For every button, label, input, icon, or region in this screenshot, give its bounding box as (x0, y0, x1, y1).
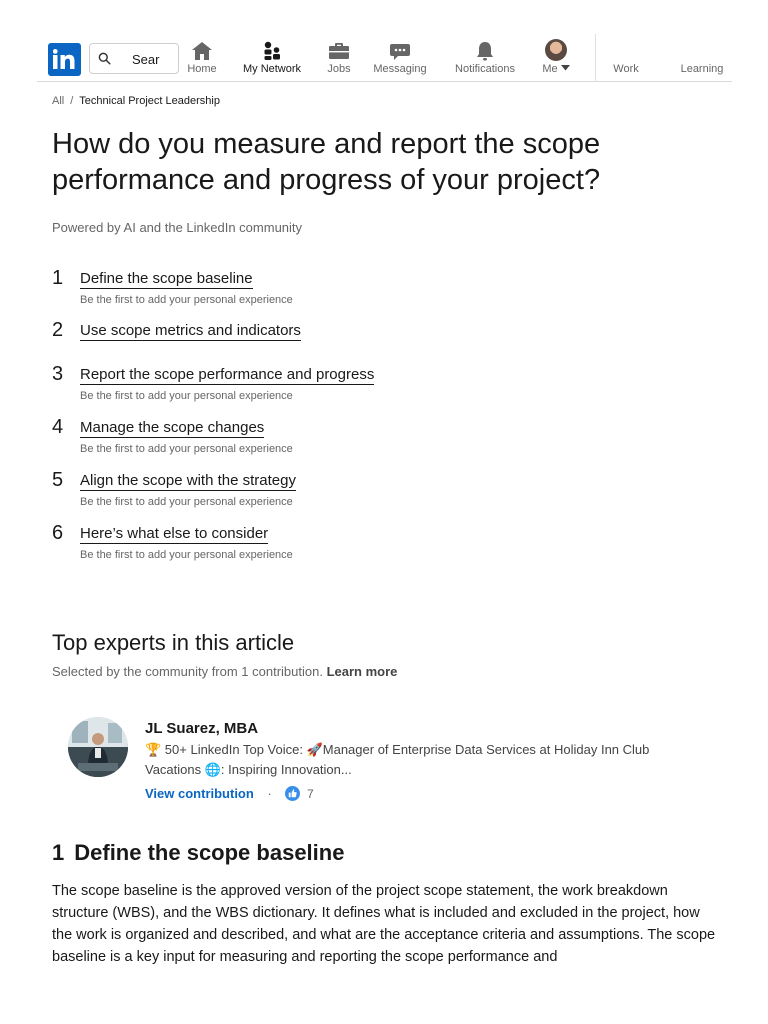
nav-item-me[interactable] (533, 39, 579, 81)
toc-subtext: Be the first to add your personal experience (80, 294, 293, 306)
global-nav (37, 34, 732, 82)
nav-item-label: Me (542, 63, 558, 75)
nav-item-notifications[interactable] (447, 39, 523, 81)
home-icon (190, 39, 214, 63)
toc-link[interactable]: Manage the scope changes (80, 419, 265, 436)
toc-number: 3 (52, 363, 64, 385)
toc-number: 6 (52, 522, 64, 544)
search-input-text: Sear (132, 52, 160, 67)
search-icon (98, 52, 111, 65)
section-title-text: Define the scope baseline (74, 840, 345, 865)
nav-item-label: Work (613, 63, 639, 75)
breadcrumb (52, 95, 220, 107)
toc-link[interactable]: Use scope metrics and indicators (80, 322, 301, 339)
expert-photo-icon (68, 717, 128, 777)
toc-number: 1 (52, 267, 64, 289)
caret-down-icon (561, 65, 570, 71)
nav-item-label: Home (187, 63, 217, 75)
nav-item-jobs[interactable] (319, 39, 359, 81)
nav-item-label: Notifications (455, 63, 515, 75)
page-title: How do you measure and report the scope performance and progress of your project? (52, 128, 601, 196)
breadcrumb-separator: / (70, 95, 74, 107)
like-icon (285, 786, 300, 801)
view-contribution-link[interactable]: View contribution (145, 786, 254, 801)
experts-selected-text (52, 664, 397, 679)
toc-subtext: Be the first to add your personal experience (80, 549, 293, 561)
nav-item-me-label-wrap (533, 63, 579, 75)
search-input[interactable] (89, 43, 179, 74)
messaging-icon (388, 39, 412, 63)
toc-subtext: Be the first to add your personal experience (80, 496, 293, 508)
section-body: The scope baseline is the approved version of the project scope statement, the work breakdown structure (WBS), and the WBS dictionary. It defines what is included and excluded in the project, how the work is organized and described, and what are the acceptance criteria and assumptions. The scope baseline is a key input for measuring and reporting the scope performance and (52, 883, 716, 965)
avatar (545, 39, 567, 61)
toc-link[interactable]: Report the scope performance and progress (80, 366, 375, 383)
my-network-icon (260, 39, 284, 63)
toc-number: 2 (52, 319, 64, 341)
toc-subtext: Be the first to add your personal experience (80, 443, 293, 455)
nav-item-home[interactable] (179, 39, 225, 81)
nav-item-learning[interactable] (673, 39, 731, 81)
jobs-icon (327, 39, 351, 63)
nav-item-label: My Network (242, 63, 302, 75)
nav-item-work[interactable] (603, 39, 649, 81)
nav-divider (595, 34, 596, 82)
expert-name[interactable]: JL Suarez, MBA (145, 720, 259, 737)
like-count: 7 (307, 787, 314, 801)
powered-by-text: Powered by AI and the LinkedIn community (52, 220, 303, 235)
toc-link[interactable]: Define the scope baseline (80, 270, 253, 287)
experts-heading: Top experts in this article (52, 630, 295, 655)
learn-more-link[interactable]: Learn more (326, 664, 398, 679)
nav-item-label: Learning (680, 63, 724, 75)
nav-item-my-network[interactable] (235, 39, 309, 81)
toc-subtext: Be the first to add your personal experience (80, 390, 293, 402)
expert-avatar[interactable] (68, 717, 128, 777)
expert-headline: 🏆 50+ LinkedIn Top Voice: 🚀Manager of Enterprise Data Services at Holiday Inn Club Vacations 🌐: Inspiring Innovation... (145, 742, 650, 777)
expert-actions (145, 786, 314, 801)
toc-link[interactable]: Here’s what else to consider (80, 525, 269, 542)
nav-item-label: Messaging (373, 63, 427, 75)
dot-separator: · (267, 786, 272, 801)
linkedin-logo-icon[interactable] (48, 43, 81, 76)
nav-item-messaging[interactable] (369, 39, 431, 81)
selected-by-text: Selected by the community from 1 contribution. (52, 664, 323, 679)
section-number: 1 (52, 840, 65, 865)
nav-item-label: Jobs (327, 63, 351, 75)
toc-number: 4 (52, 416, 64, 438)
breadcrumb-root-link[interactable]: All (52, 95, 65, 107)
section-title (52, 840, 344, 866)
toc-link[interactable]: Align the scope with the strategy (80, 472, 296, 489)
toc-number: 5 (52, 469, 64, 491)
breadcrumb-current-link[interactable]: Technical Project Leadership (79, 95, 220, 107)
notifications-icon (473, 39, 497, 63)
